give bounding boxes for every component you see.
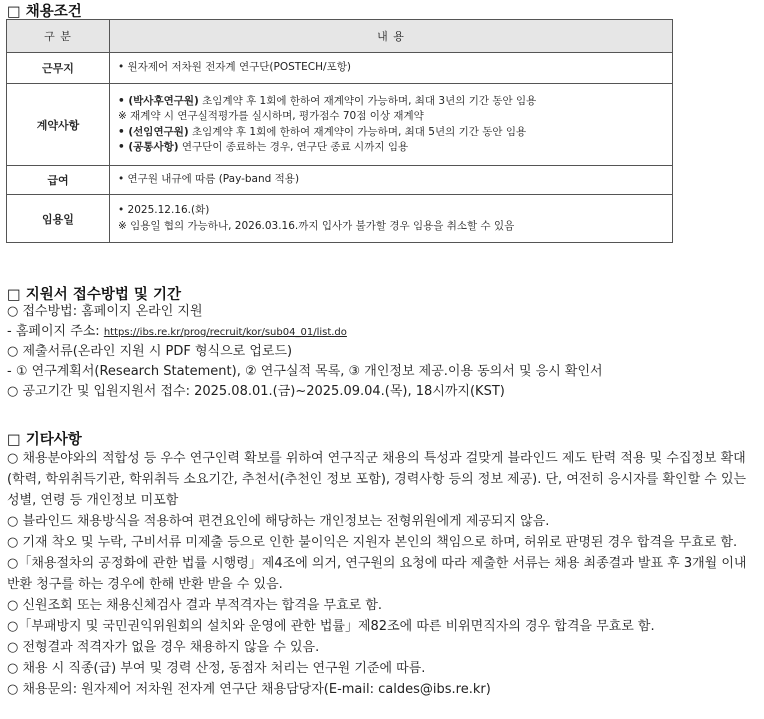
table-header-row [7,20,673,53]
header-category: 구 분 [7,20,110,53]
content-line: • 2025.12.16.(화) [118,204,210,216]
list-item: ○「채용절차의 공정화에 관한 법률 시행령」제4조에 의거, 연구원의 요청에 따라 제출한 서류는 채용 최종결과 발표 후 3개월 이내 반환 청구를 하는 경우에 한해 반환 받을 수 있음. [7,556,747,592]
contract-text: 초임계약 후 1회에 한하여 재계약이 가능하며, 최대 5년의 기간 동안 임용 [188,125,527,138]
list-item: ○ 채용분야와의 적합성 등 우수 연구인력 확보를 위하여 연구직군 채용의 특성과 걸맞게 블라인드 제도 탄력 적용 및 수집정보 확대(학력, 학위취득기관, 학위취득 소요기간, 추천서(추천인 정보 포함), 경력사항 등의 정보 제공). 단, 여전히 응시자를 확인할 수 있는 성별, 연령 등 개인정보 미포함 [7,451,747,508]
contract-tag: • (공통사항) [118,141,179,153]
content-line: ※ 임용일 협의 가능하나, 2026.03.16.까지 입사가 불가할 경우 임용을 취소할 수 있음 [118,219,515,232]
content-line [118,125,664,141]
list-item: ○ 채용문의: 원자제어 저차원 전자계 연구단 채용담당자(E-mail: caldes@ibs.re.kr) [7,682,491,697]
row-label-start-date: 임용일 [7,195,110,243]
section-title-application: □ 지원서 접수방법 및 기간 [7,287,181,303]
row-label-contract: 계약사항 [7,84,110,166]
contract-note: ※ 재계약 시 연구실적평가를 실시하며, 평가점수 70점 이상 재계약 [118,110,424,122]
row-content-contract [110,84,673,166]
content-line [118,109,664,125]
list-item: ○ 블라인드 채용방식을 적용하여 편견요인에 해당하는 개인정보는 전형위원에게 제공되지 않음. [7,514,550,529]
application-list [7,302,757,402]
list-item: ○「부패방지 및 국민권익위원회의 설치와 운영에 관한 법률」제82조에 따른 비위면직자의 경우 합격을 무효로 함. [7,619,655,634]
row-label-salary: 급여 [7,166,110,195]
contract-tag: • (선임연구원) [118,125,189,138]
list-item: ○ 공고기간 및 입원지원서 접수: 2025.08.01.(금)~2025.09.04.(목), 18시까지(KST) [7,384,505,399]
list-item: ○ 채용 시 직종(급) 부여 및 경력 산정, 동점자 처리는 연구원 기준에 따름. [7,661,426,676]
contract-tag: • (박사후연구원) [118,94,199,107]
content-line: • 연구원 내규에 따름 (Pay-band 적용) [118,173,300,186]
list-item: ○ 제출서류(온라인 지원 시 PDF 형식으로 업로드) [7,344,293,359]
row-label-workplace: 근무지 [7,53,110,84]
table-row [7,195,673,243]
table-row [7,84,673,166]
list-item: ○ 기재 착오 및 누락, 구비서류 미제출 등으로 인한 불이익은 지원자 본인의 책임으로 하며, 허위로 판명된 경우 합격을 무효로 함. [7,535,738,550]
header-content: 내 용 [110,20,673,53]
table-row [7,166,673,195]
table-row [7,53,673,84]
list-item: ○ 전형결과 적격자가 없을 경우 채용하지 않을 수 있음. [7,640,320,655]
content-line [118,94,664,110]
list-item: - ① 연구계획서(Research Statement), ② 연구실적 목록, ③ 개인정보 제공.이용 동의서 및 응시 확인서 [7,364,603,379]
contract-text: 초임계약 후 1회에 한하여 재계약이 가능하며, 최대 3년의 기간 동안 임용 [198,94,537,107]
homepage-link[interactable]: https://ibs.re.kr/prog/recruit/kor/sub04_01/list.do [103,327,347,338]
other-items-list [7,448,757,700]
section-title-other: □ 기타사항 [7,432,82,448]
contract-text: 연구단이 종료하는 경우, 연구단 종료 시까지 임용 [178,141,409,153]
homepage-label: - 홈페이지 주소: [7,324,100,339]
section-title-conditions: □ 채용조건 [7,4,82,20]
content-line [118,140,664,156]
list-item: ○ 신원조회 또는 채용신체검사 결과 부적격자는 합격을 무효로 함. [7,598,383,613]
row-content-start-date [110,195,673,243]
row-content-salary [110,166,673,195]
content-line: • 원자제어 저차원 전자계 연구단(POSTECH/포항) [118,61,351,74]
conditions-table [6,19,673,243]
row-content-workplace [110,53,673,84]
list-item [7,322,757,342]
list-item: ○ 접수방법: 홈페이지 온라인 지원 [7,304,203,319]
